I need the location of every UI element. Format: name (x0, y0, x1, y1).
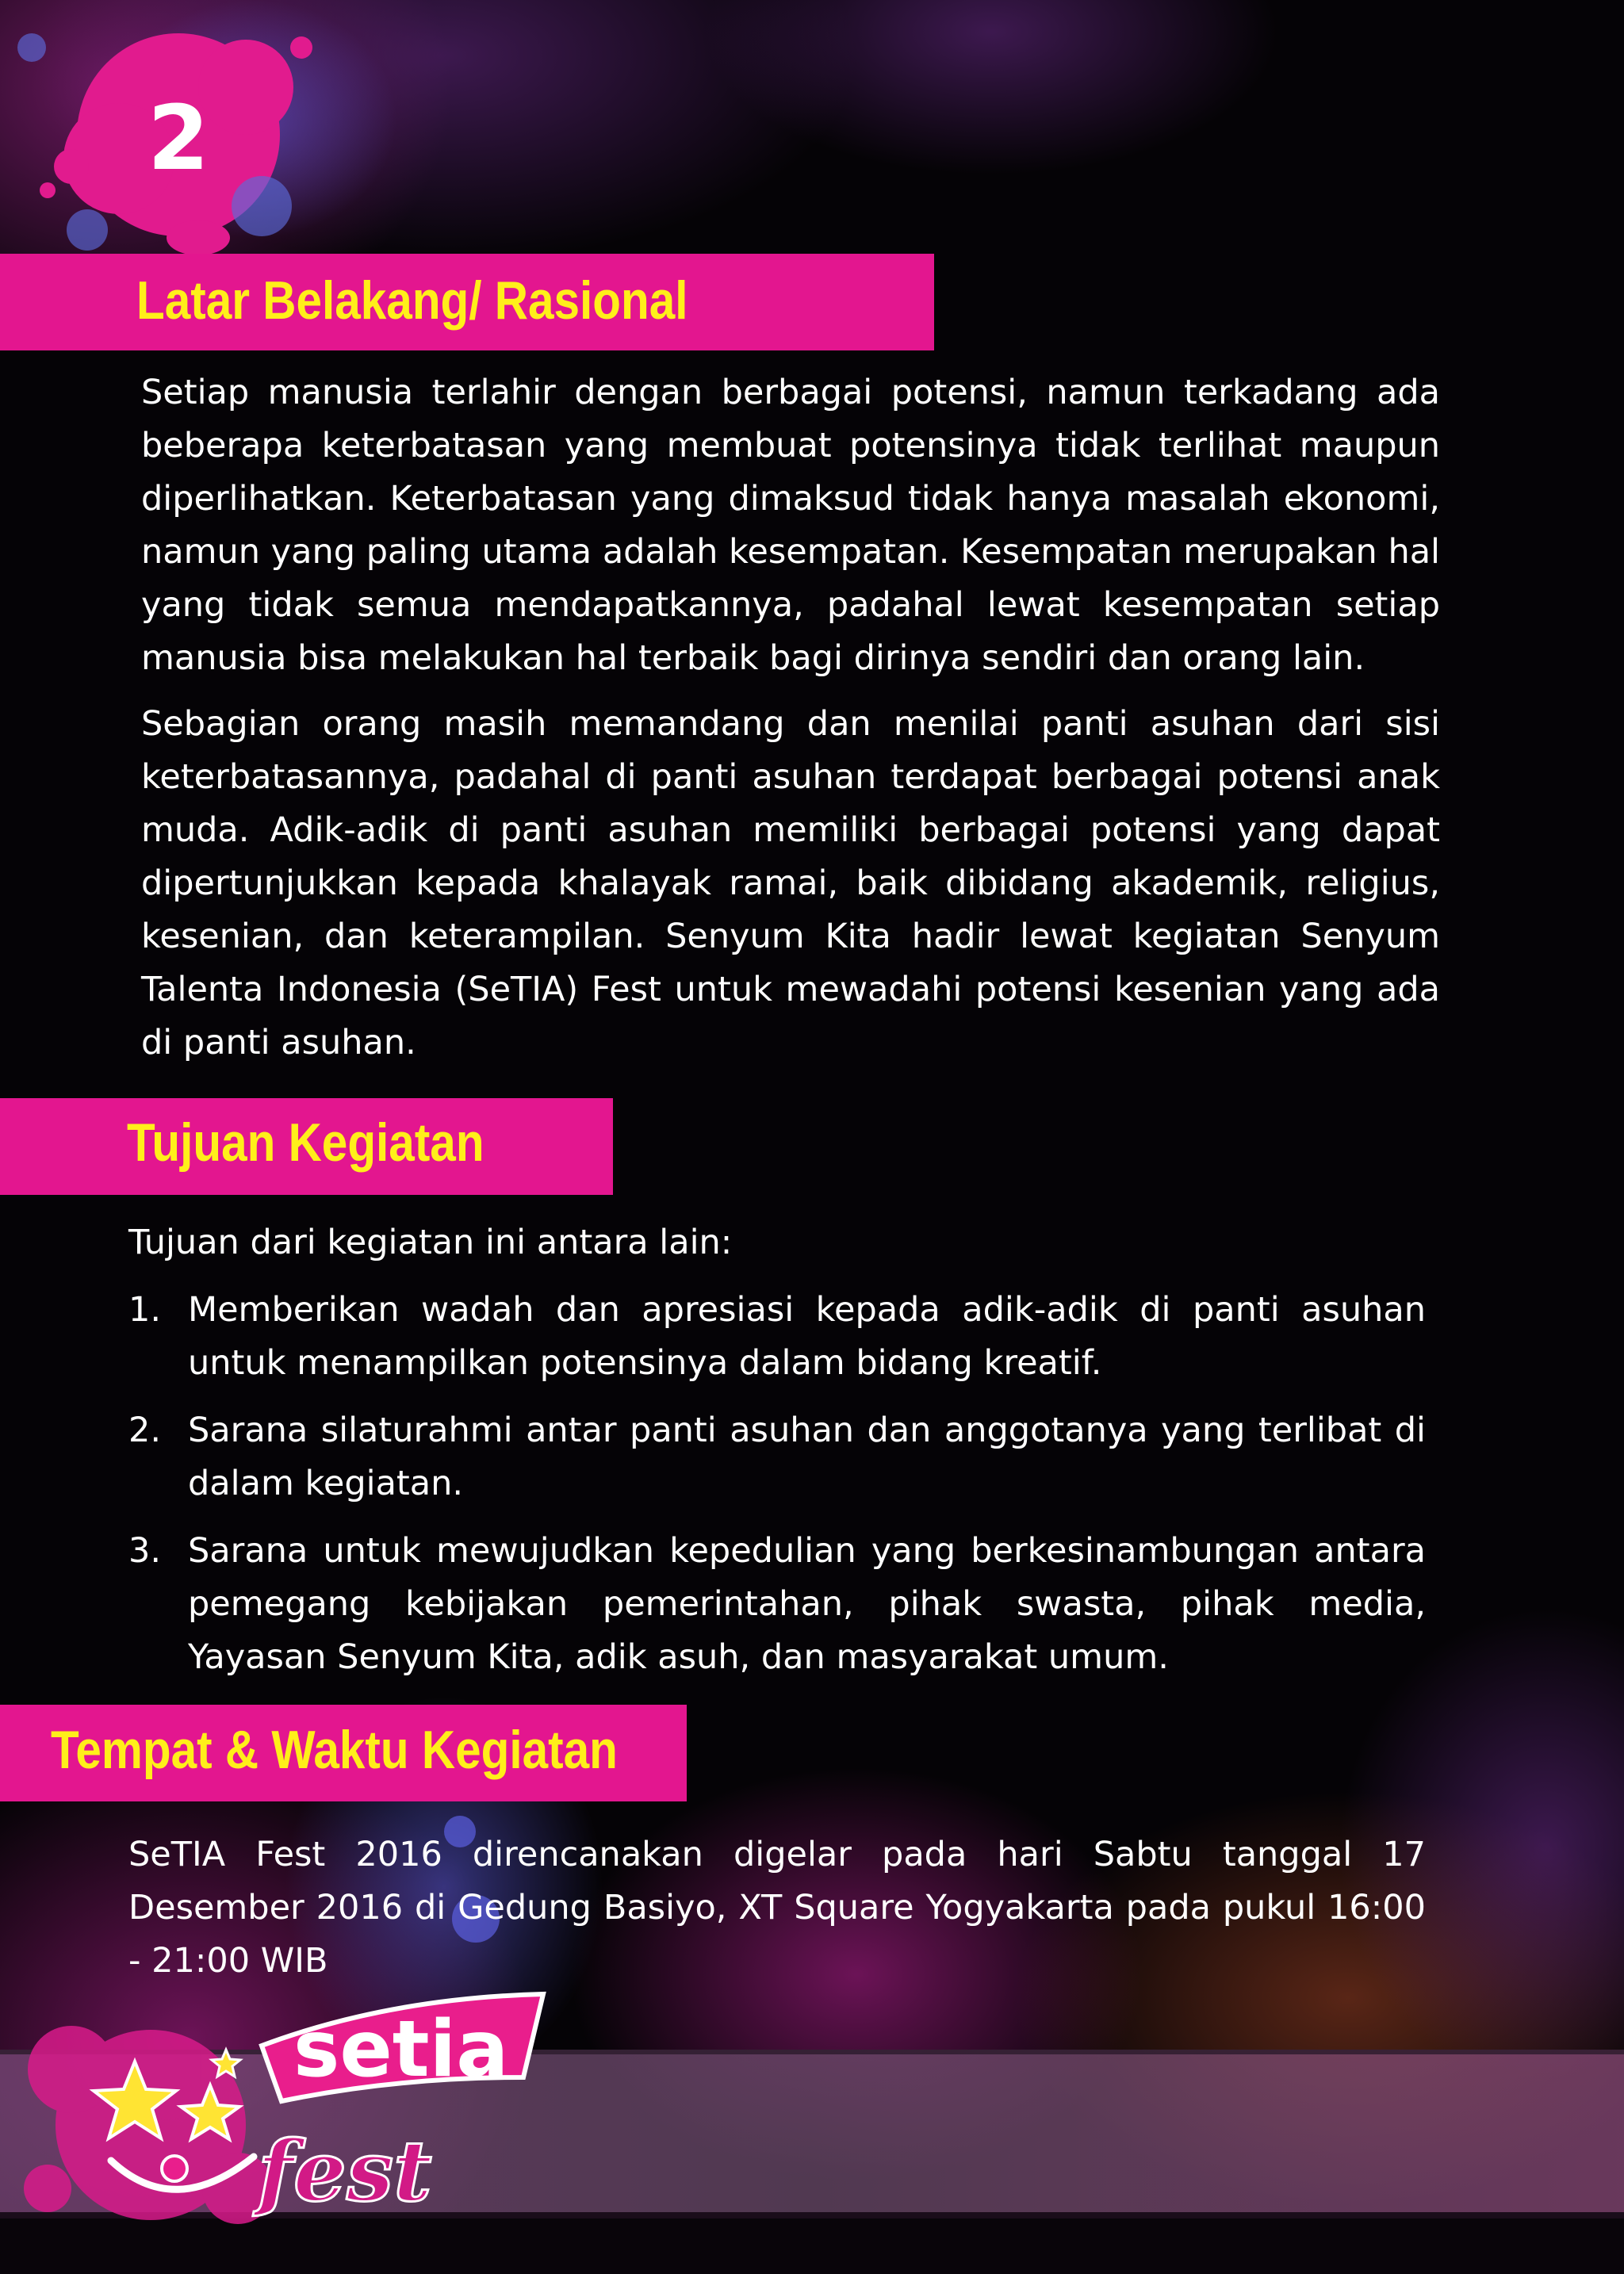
star-icon (94, 2062, 176, 2138)
goals-body (128, 1216, 1426, 1698)
background-paragraph-1: Setiap manusia terlahir dengan berbagai potensi, namun terkadang ada beberapa keterbatasan yang membuat potensinya tidak terlihat maupun diperlihatkan. Keterbatasan yang dimaksud tidak hanya masalah ekonomi, namun yang paling utama adalah kesempatan. Kesempatan merupakan hal yang tidak semua mendapatkannya, padahal lewat kesempatan setiap manusia bisa melakukan hal terbaik bagi dirinya sendiri dan orang lain. (141, 373, 1440, 678)
list-number: 1. (128, 1290, 162, 1330)
page-number: 2 (147, 87, 209, 190)
star-icon (181, 2085, 239, 2139)
list-text: Memberikan wadah dan apresiasi kepada adik-adik di panti asuhan untuk menampilkan potensinya dalam bidang kreatif. (188, 1290, 1426, 1383)
list-text: Sarana silaturahmi antar panti asuhan dan anggotanya yang terlibat di dalam kegiatan. (188, 1411, 1426, 1503)
background-paragraph-2: Sebagian orang masih memandang dan menilai panti asuhan dari sisi keterbatasannya, padahal di panti asuhan terdapat berbagai potensi anak muda. Adik-adik di panti asuhan memiliki berbagai potensi yang dapat dipertunjukkan kepada khalayak ramai, baik dibidang akademik, religius, kesenian, dan keterampilan. Senyum Kita hadir lewat kegiatan Senyum Talenta Indonesia (SeTIA) Fest untuk mewadahi potensi kesenian yang ada di panti asuhan. (141, 704, 1440, 1062)
section-title-background: Latar Belakang/ Rasional (136, 270, 688, 331)
background-body (141, 366, 1440, 1082)
logo-word-setia: setia (293, 2004, 509, 2095)
list-number: 2. (128, 1411, 162, 1450)
section-title-goals: Tujuan Kegiatan (127, 1112, 485, 1173)
logo-word-fest: fest (258, 2122, 432, 2220)
venue-body: SeTIA Fest 2016 direncanakan digelar pada hari Sabtu tanggal 17 Desember 2016 di Gedung Basiyo, XT Square Yogyakarta pada pukul 16:00 - 21:00 WIB (128, 1835, 1426, 1981)
goals-list-item (128, 1404, 1426, 1510)
setia-fest-logo (79, 1982, 571, 2244)
star-icon (212, 2050, 240, 2077)
section-title-venue: Tempat & Waktu Kegiatan (51, 1720, 618, 1780)
goals-list-item (128, 1284, 1426, 1390)
list-text: Sarana untuk mewujudkan kepedulian yang berkesinambungan antara pemegang kebijakan pemerintahan, pihak swasta, pihak media, Yayasan Senyum Kita, adik asuh, dan masyarakat umum. (188, 1531, 1426, 1677)
goals-intro: Tujuan dari kegiatan ini antara lain: (128, 1223, 733, 1262)
list-number: 3. (128, 1531, 162, 1571)
goals-list-item (128, 1525, 1426, 1684)
